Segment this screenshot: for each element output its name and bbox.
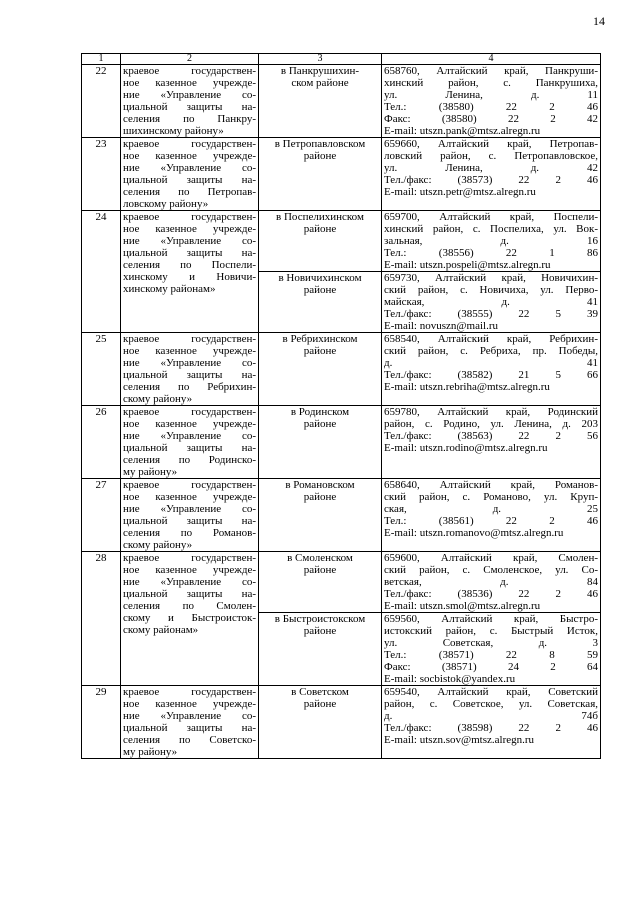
text-line: циальной защиты на- — [123, 174, 256, 186]
text-line: Тел.: (38571) 22 8 59 — [384, 649, 598, 661]
text-line: ветская, д. 84 — [384, 576, 598, 588]
text-line: 659600, Алтайский край, Смолен- — [384, 552, 598, 564]
text-line: ние «Управление со- — [123, 430, 256, 442]
text-line: циальной защиты на- — [123, 588, 256, 600]
text-line: районе — [303, 150, 337, 162]
row-number: 26 — [82, 406, 121, 479]
table-row — [82, 552, 601, 613]
text-line: ском районе — [291, 77, 349, 89]
table-row — [82, 211, 601, 272]
text-line: E-mail: utszn.pospeli@mtsz.alregn.ru — [384, 259, 551, 271]
text-line: селения по Романов- — [123, 527, 256, 539]
text-line: краевое государствен- — [123, 552, 256, 564]
text-line: краевое государствен- — [123, 686, 256, 698]
institution-name — [121, 138, 259, 211]
row-number: 27 — [82, 479, 121, 552]
text-line: ние «Управление со- — [123, 89, 256, 101]
text-line: 659660, Алтайский край, Петропав- — [384, 138, 598, 150]
text-line: районе — [303, 223, 337, 235]
address-cell — [382, 686, 601, 759]
institution-name — [121, 406, 259, 479]
header-col-4: 4 — [382, 54, 601, 65]
text-line: районе — [303, 418, 337, 430]
institution-name — [121, 479, 259, 552]
table-row — [82, 479, 601, 552]
text-line: скому районам» — [123, 624, 199, 636]
text-line: районе — [303, 698, 337, 710]
text-line: ский район, с. Ребриха, пр. Победы, — [384, 345, 598, 357]
text-line: 658640, Алтайский край, Романов- — [384, 479, 598, 491]
institution-name — [121, 333, 259, 406]
text-line: ное казенное учрежде- — [123, 491, 256, 503]
row-number: 28 — [82, 552, 121, 686]
text-line: краевое государствен- — [123, 211, 256, 223]
text-line: ловскому району» — [123, 198, 209, 210]
address-cell — [382, 552, 601, 613]
text-line: д. 74б — [384, 710, 598, 722]
text-line: 659780, Алтайский край, Родинский — [384, 406, 598, 418]
header-col-3: 3 — [259, 54, 382, 65]
text-line: районе — [303, 625, 337, 637]
text-line: хинскому и Новичи- — [123, 271, 256, 283]
text-line: селения по Смолен- — [123, 600, 256, 612]
text-line: скому району» — [123, 393, 193, 405]
text-line: селения по Ребрихин- — [123, 381, 256, 393]
institution-name — [121, 65, 259, 138]
text-line: районе — [303, 564, 337, 576]
district-cell — [259, 479, 382, 552]
text-line: E-mail: socbistok@yandex.ru — [384, 673, 516, 685]
district-cell — [259, 211, 382, 272]
text-line: E-mail: utszn.petr@mtsz.alregn.ru — [384, 186, 536, 198]
text-line: Факс: (38571) 24 2 64 — [384, 661, 598, 673]
text-line: в Романовском — [285, 479, 355, 491]
text-line: краевое государствен- — [123, 138, 256, 150]
text-line: E-mail: novuszn@mail.ru — [384, 320, 498, 332]
text-line: район, с. Советское, ул. Советская, — [384, 698, 598, 710]
text-line: ул. Ленина, д. 11 — [384, 89, 598, 101]
text-line: циальной защиты на- — [123, 515, 256, 527]
text-line: ловский район, с. Петропавловское, — [384, 150, 598, 162]
text-line: в Петропавловском — [274, 138, 366, 150]
district-cell — [259, 333, 382, 406]
header-col-2: 2 — [121, 54, 259, 65]
address-cell — [382, 613, 601, 686]
text-line: в Поспелихинском — [276, 211, 364, 223]
text-line: ская, д. 25 — [384, 503, 598, 515]
page-number: 14 — [593, 14, 605, 28]
text-line: районе — [303, 491, 337, 503]
row-number: 29 — [82, 686, 121, 759]
text-line: му району» — [123, 746, 178, 758]
text-line: E-mail: utszn.rodino@mtsz.alregn.ru — [384, 442, 548, 454]
header-col-1: 1 — [82, 54, 121, 65]
text-line: 659700, Алтайский край, Поспели- — [384, 211, 598, 223]
text-line: в Смоленском — [287, 552, 353, 564]
text-line: ние «Управление со- — [123, 162, 256, 174]
text-line: ное казенное учрежде- — [123, 698, 256, 710]
row-number: 24 — [82, 211, 121, 333]
text-line: д. 41 — [384, 357, 598, 369]
text-line: Тел./факс: (38555) 22 5 39 — [384, 308, 598, 320]
text-line: в Быстроистокском — [274, 613, 366, 625]
text-line: 658540, Алтайский край, Ребрихин- — [384, 333, 598, 345]
text-line: ное казенное учрежде- — [123, 418, 256, 430]
district-cell — [259, 613, 382, 686]
table-header-row — [82, 54, 601, 65]
district-cell — [259, 552, 382, 613]
district-cell — [259, 138, 382, 211]
text-line: Факс: (38580) 22 2 42 — [384, 113, 598, 125]
text-line: хинский район, с. Панкрушиха, — [384, 77, 598, 89]
text-line: циальной защиты на- — [123, 247, 256, 259]
text-line: краевое государствен- — [123, 479, 256, 491]
text-line: E-mail: utszn.pank@mtsz.alregn.ru — [384, 125, 541, 137]
table-row — [82, 406, 601, 479]
text-line: ное казенное учрежде- — [123, 564, 256, 576]
text-line: ский район, с. Новичиха, ул. Перво- — [384, 284, 598, 296]
text-line: район, с. Родино, ул. Ленина, д. 203 — [384, 418, 598, 430]
text-line: зальная, д. 16 — [384, 235, 598, 247]
text-line: ное казенное учрежде- — [123, 150, 256, 162]
address-cell — [382, 211, 601, 272]
row-number: 22 — [82, 65, 121, 138]
text-line: ное казенное учрежде- — [123, 77, 256, 89]
text-line: ние «Управление со- — [123, 357, 256, 369]
text-line: скому району» — [123, 539, 193, 551]
text-line: E-mail: utszn.sov@mtsz.alregn.ru — [384, 734, 535, 746]
text-line: Тел.: (38561) 22 2 46 — [384, 515, 598, 527]
text-line: районе — [303, 345, 337, 357]
text-line: E-mail: utszn.romanovo@mtsz.alregn.ru — [384, 527, 564, 539]
text-line: Тел.: (38580) 22 2 46 — [384, 101, 598, 113]
text-line: Тел./факс: (38573) 22 2 46 — [384, 174, 598, 186]
text-line: 659560, Алтайский край, Быстро- — [384, 613, 598, 625]
text-line: циальной защиты на- — [123, 101, 256, 113]
text-line: ский район, с. Романово, ул. Круп- — [384, 491, 598, 503]
text-line: Тел./факс: (38563) 22 2 56 — [384, 430, 598, 442]
text-line: Тел.: (38556) 22 1 86 — [384, 247, 598, 259]
text-line: ние «Управление со- — [123, 235, 256, 247]
text-line: ние «Управление со- — [123, 710, 256, 722]
text-line: E-mail: utszn.rebriha@mtsz.alregn.ru — [384, 381, 550, 393]
address-cell — [382, 479, 601, 552]
table-row — [82, 333, 601, 406]
row-number: 23 — [82, 138, 121, 211]
text-line: Тел./факс: (38582) 21 5 66 — [384, 369, 598, 381]
text-line: ние «Управление со- — [123, 503, 256, 515]
offices-table — [81, 53, 601, 759]
text-line: в Советском — [291, 686, 349, 698]
text-line: хинскому районам» — [123, 283, 216, 295]
address-cell — [382, 333, 601, 406]
text-line: циальной защиты на- — [123, 369, 256, 381]
text-line: селения по Родинско- — [123, 454, 256, 466]
text-line: районе — [303, 284, 337, 296]
district-cell — [259, 686, 382, 759]
text-line: селения по Панкру- — [123, 113, 256, 125]
text-line: в Ребрихинском — [282, 333, 358, 345]
text-line: хинский район, с. Поспелиха, ул. Вок- — [384, 223, 598, 235]
text-line: ул. Ленина, д. 42 — [384, 162, 598, 174]
text-line: краевое государствен- — [123, 65, 256, 77]
text-line: ное казенное учрежде- — [123, 345, 256, 357]
district-cell — [259, 406, 382, 479]
text-line: в Панкрушихин- — [280, 65, 360, 77]
text-line: 659540, Алтайский край, Советский — [384, 686, 598, 698]
address-cell — [382, 406, 601, 479]
institution-name — [121, 211, 259, 333]
text-line: шихинскому району» — [123, 125, 224, 137]
text-line: селения по Петропав- — [123, 186, 256, 198]
table-row — [82, 138, 601, 211]
text-line: краевое государствен- — [123, 333, 256, 345]
table-row — [82, 65, 601, 138]
table-row — [82, 686, 601, 759]
text-line: в Родинском — [290, 406, 350, 418]
text-line: селения по Советско- — [123, 734, 256, 746]
text-line: ние «Управление со- — [123, 576, 256, 588]
text-line: ул. Советская, д. 3 — [384, 637, 598, 649]
text-line: селения по Поспели- — [123, 259, 256, 271]
text-line: Тел./факс: (38598) 22 2 46 — [384, 722, 598, 734]
address-cell — [382, 272, 601, 333]
row-number: 25 — [82, 333, 121, 406]
text-line: 658760, Алтайский край, Панкруши- — [384, 65, 598, 77]
text-line: скому и Быстроисток- — [123, 612, 256, 624]
text-line: краевое государствен- — [123, 406, 256, 418]
text-line: в Новичихинском — [278, 272, 362, 284]
text-line: циальной защиты на- — [123, 722, 256, 734]
text-line: E-mail: utszn.smol@mtsz.alregn.ru — [384, 600, 541, 612]
text-line: майская, д. 41 — [384, 296, 598, 308]
address-cell — [382, 138, 601, 211]
text-line: ное казенное учрежде- — [123, 223, 256, 235]
institution-name — [121, 686, 259, 759]
text-line: Тел./факс: (38536) 22 2 46 — [384, 588, 598, 600]
district-cell — [259, 65, 382, 138]
district-cell — [259, 272, 382, 333]
text-line: му району» — [123, 466, 178, 478]
address-cell — [382, 65, 601, 138]
text-line: 659730, Алтайский край, Новичихин- — [384, 272, 598, 284]
text-line: циальной защиты на- — [123, 442, 256, 454]
institution-name — [121, 552, 259, 686]
text-line: истокский район, с. Быстрый Исток, — [384, 625, 598, 637]
text-line: ский район, с. Смоленское, ул. Со- — [384, 564, 598, 576]
